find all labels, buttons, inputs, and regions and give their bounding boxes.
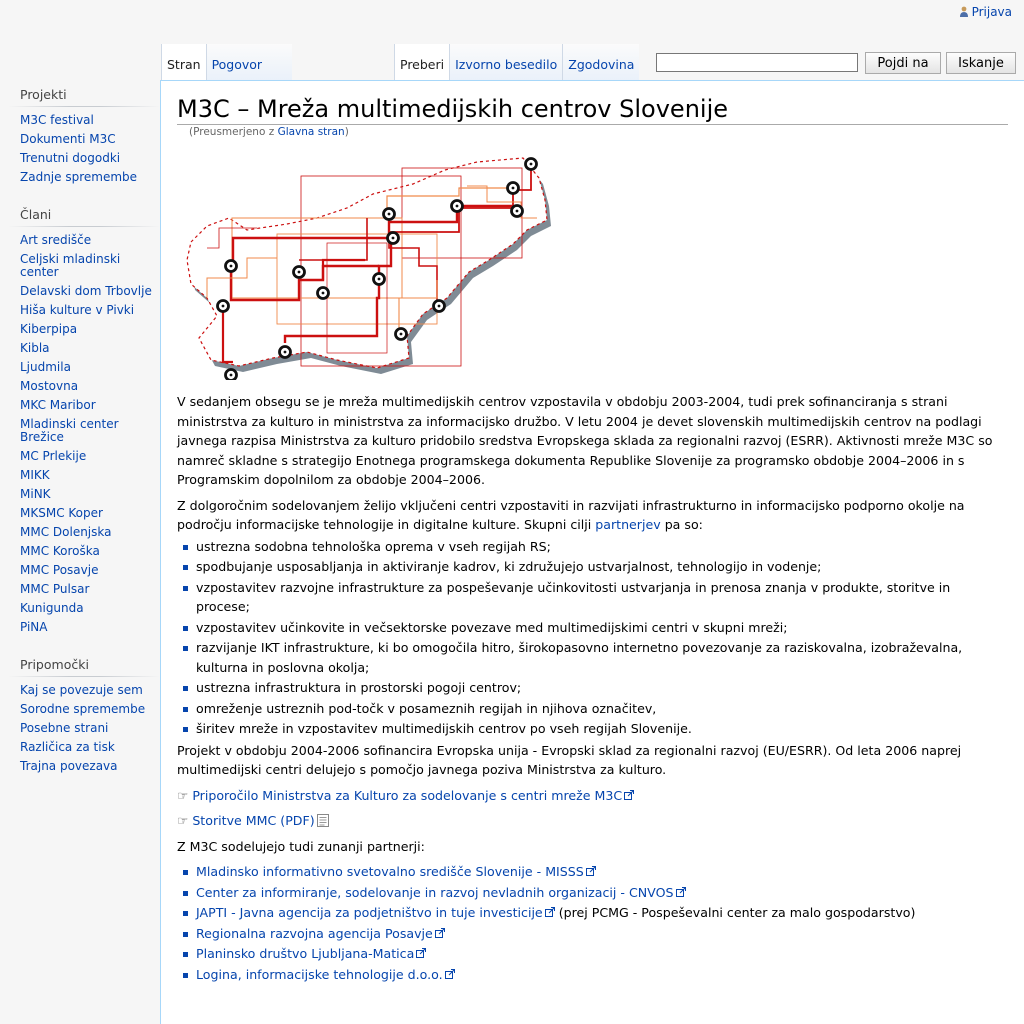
external-link-icon [624, 790, 634, 800]
goals-intro-text: Z dolgoročnim sodelovanjem želijo vključeni centri vzpostaviti in razvijati infrastrukturno in informacijsko podporno okolje na področju informacijske tehnologije in digitalne kulture. Skupni cilji [177, 497, 965, 532]
goal-item: ustrezna sodobna tehnološka oprema v vseh regijah RS; [196, 537, 1008, 557]
sidebar-item[interactable]: MMC Dolenjska [20, 525, 112, 539]
partners-link[interactable]: partnerjev [595, 517, 661, 532]
portal-list [20, 677, 160, 776]
portal-clani [0, 207, 160, 637]
sidebar-item[interactable]: Art središče [20, 233, 92, 247]
partner-link[interactable]: Mladinsko informativno svetovalno središče Slovenije - MISSS [196, 864, 584, 879]
partner-link[interactable]: Regionalna razvojna agencija Posavje [196, 925, 433, 941]
sidebar-item[interactable]: MKC Maribor [20, 398, 96, 412]
personal-bar [959, 5, 1012, 19]
redirect-prefix: (Preusmerjeno z [189, 126, 278, 138]
partner-link[interactable]: Planinsko društvo Ljubljana-Matica [196, 946, 415, 961]
partner-item [196, 944, 1008, 964]
goal-item: omreženje ustreznih pod-točk v posameznih regijah in njihova označitev, [196, 699, 1008, 719]
tab-read[interactable]: Preberi [394, 44, 449, 80]
tab-view-source[interactable]: Izvorno besedilo [449, 44, 562, 80]
tab-history[interactable]: Zgodovina [562, 44, 639, 80]
services-pdf-link[interactable]: Storitve MMC (PDF) [192, 813, 315, 828]
pdf-icon [317, 814, 329, 827]
portal-title: Projekti [20, 87, 67, 102]
sidebar-item[interactable]: M3C festival [20, 113, 94, 127]
content [160, 80, 1024, 1024]
sidebar-item[interactable]: Posebne strani [20, 721, 109, 735]
login-link[interactable]: Prijava [971, 5, 1012, 19]
user-icon [959, 6, 969, 17]
search-input[interactable] [656, 53, 858, 72]
pointing-hand-icon: ☞ [177, 813, 189, 828]
intro-paragraph: V sedanjem obsegu se je mreža multimedijskih centrov vzpostavila v obdobju 2003-2004, tudi prek sofinanciranja s strani ministrstva za kulturo in ministrstva za informacijsko družbo. V letu 2004 je devet slovenskih multimedijskih centrov na podlagi javnega razpisa Ministrstva za kulturo pridobilo sredstva Evropskega sklada za regionalni razvoj (ESRR). Aktivnosti mreže M3C so namreč skladne s strategijo Enotnega programskega dokumenta Republike Slovenije za programsko obdobje 2004–2006 in s Programskim dopolnilom za obdobje 2004–2006. [177, 394, 993, 487]
portal-title: Člani [20, 207, 52, 222]
sidebar-item[interactable]: Različica za tisk [20, 740, 115, 754]
redirect-note [189, 126, 1008, 138]
goal-item: razvijanje IKT infrastrukture, ki bo omogočila hitro, širokopasovno internetno povezovanje za raziskovalna, izobraževalna, kulturna in poslovna okolja; [196, 638, 1008, 677]
recommendation-link[interactable]: Priporočilo Ministrstva za Kulturo za sodelovanje s centri mreže M3C [192, 787, 623, 803]
partner-item [196, 903, 1008, 923]
partner-item [196, 924, 1008, 944]
partner-link[interactable]: Center za informiranje, sodelovanje in razvoj nevladnih organizacij - CNVOS [196, 884, 674, 900]
partner-note: (prej PCMG - Pospeševalni center za malo gospodarstvo) [554, 905, 916, 920]
external-partners-intro: Z M3C sodelujejo tudi zunanji partnerji: [177, 838, 425, 854]
tab-discussion[interactable]: Pogovor [206, 44, 293, 80]
partners-list [177, 862, 1008, 984]
sidebar-item[interactable]: MKSMC Koper [20, 506, 103, 520]
sidebar-item[interactable]: Hiša kulture v Pivki [20, 303, 135, 317]
tab-page[interactable]: Stran [161, 44, 206, 80]
external-link-icon [435, 928, 445, 938]
sidebar-item[interactable]: PiNA [20, 620, 48, 634]
portal-title: Pripomočki [20, 657, 89, 672]
partner-link[interactable]: JAPTI - Javna agencija za podjetništvo in tuje investicije [196, 905, 543, 920]
redirect-link[interactable]: Glavna stran [277, 126, 345, 138]
external-link-icon [676, 887, 686, 897]
external-link-icon [545, 907, 555, 917]
sidebar-item[interactable]: MMC Posavje [20, 563, 99, 577]
recommendation-row [177, 786, 1008, 806]
network-map-image [177, 148, 557, 380]
sidebar-item[interactable]: MMC Koroška [20, 544, 100, 558]
external-link-icon [445, 969, 455, 979]
search-button[interactable]: Iskanje [946, 52, 1016, 74]
goals-intro-end: pa so: [660, 517, 703, 532]
sidebar-item[interactable]: Ljudmila [20, 360, 71, 374]
sidebar-item[interactable]: Zadnje spremembe [20, 170, 138, 184]
sidebar-item[interactable]: Kiberpipa [20, 322, 78, 336]
sidebar-item[interactable]: Delavski dom Trbovlje [20, 284, 152, 298]
goal-item: vzpostavitev učinkovite in večsektorske povezave med multimedijskimi centri v skupni mreži; [196, 618, 1008, 638]
sidebar-item[interactable]: Sorodne spremembe [20, 702, 146, 716]
sidebar-item[interactable]: Trajna povezava [20, 759, 118, 773]
pointing-hand-icon: ☞ [177, 787, 189, 803]
sidebar-item[interactable]: MiNK [20, 487, 51, 501]
external-link-icon [586, 866, 596, 876]
sidebar-item[interactable]: MC Prlekije [20, 449, 87, 463]
sidebar-item[interactable]: Kunigunda [20, 601, 84, 615]
sidebar-item[interactable]: Mostovna [20, 379, 79, 393]
sidebar-item[interactable]: MIKK [20, 468, 50, 482]
goal-item: širitev mreže in vzpostavitev multimedijskih centrov po vseh regijah Slovenije. [196, 719, 1008, 739]
goal-item: spodbujanje usposabljanja in aktiviranje kadrov, ki združujejo ustvarjalnost, tehnologijo in vodenje; [196, 557, 1008, 577]
partner-item [196, 862, 1008, 882]
partner-item [196, 883, 1008, 903]
partner-item [196, 965, 1008, 985]
sidebar-item[interactable]: Kibla [20, 341, 50, 355]
goal-item: vzpostavitev razvojne infrastrukture za pospeševanje učinkovitosti ustvarjanja in prenosa znanja v produkte, storitve in procese; [196, 578, 1008, 617]
goal-item: ustrezna infrastruktura in prostorski pogoji centrov; [196, 678, 1008, 698]
portal-projekti [0, 84, 160, 187]
sidebar-item[interactable]: Mladinski center Brežice [20, 417, 119, 444]
page-title: M3C – Mreža multimedijskih centrov Slovenije [177, 95, 1008, 125]
goals-list [177, 537, 1008, 739]
redirect-suffix: ) [344, 126, 349, 138]
sidebar-item[interactable]: Trenutni dogodki [20, 151, 121, 165]
external-link-icon [416, 948, 426, 958]
view-tabs [394, 44, 639, 80]
namespace-tabs [161, 44, 292, 80]
goals-intro-paragraph [177, 496, 1008, 535]
portal-pripomocki [0, 657, 160, 776]
go-button[interactable]: Pojdi na [865, 52, 941, 74]
sidebar-item[interactable]: Kaj se povezuje sem [20, 683, 143, 697]
portal-list [20, 227, 160, 637]
sidebar-item[interactable]: MMC Pulsar [20, 582, 90, 596]
sidebar-item[interactable]: Celjski mladinski center [20, 252, 121, 279]
sidebar-item[interactable]: Dokumenti M3C [20, 132, 116, 146]
services-row [177, 811, 1008, 831]
partner-link[interactable]: Logina, informacijske tehnologije d.o.o. [196, 966, 443, 982]
sidebar [0, 80, 160, 796]
portal-list [20, 107, 160, 187]
funding-paragraph: Projekt v obdobju 2004-2006 sofinancira Evropska unija - Evropski sklad za regionalni razvoj (EU/ESRR). Od leta 2006 naprej multimedijski centri delujejo s pomočjo javnega poziva Ministrstva za kulturo. [177, 742, 962, 777]
